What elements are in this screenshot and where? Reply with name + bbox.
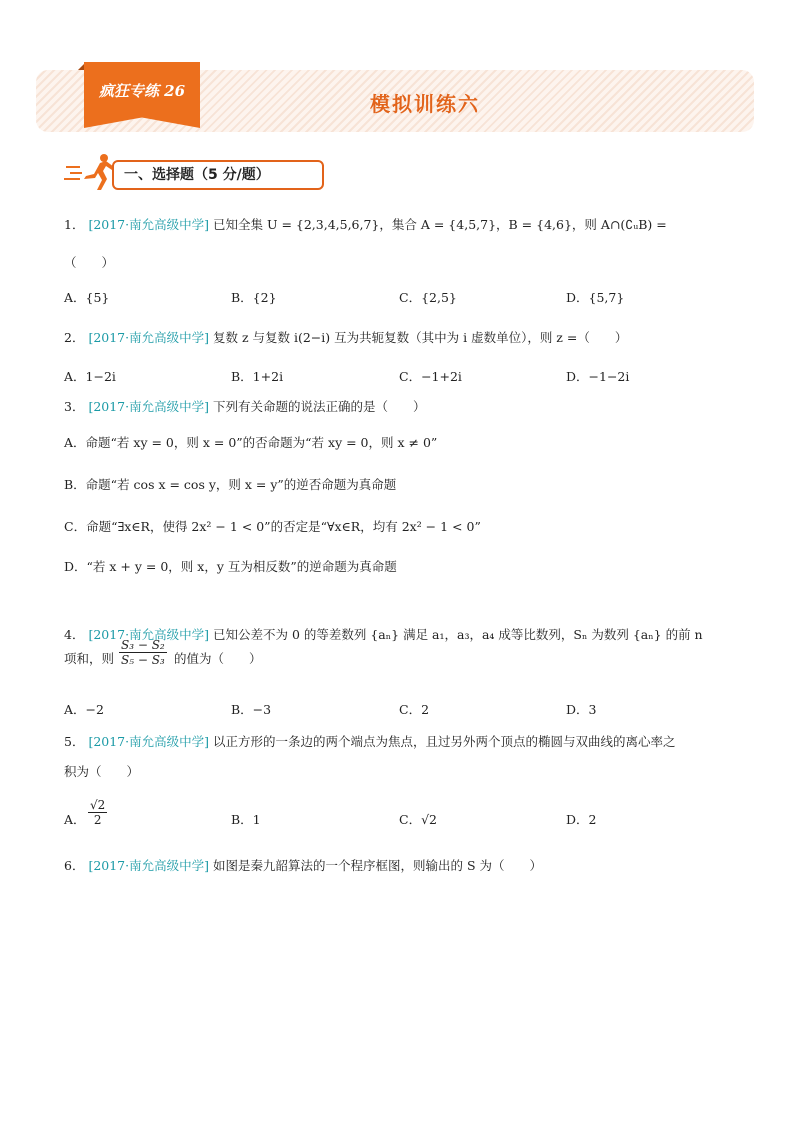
question-text-prefix: 项和，则 bbox=[64, 651, 115, 666]
option-b[interactable]: B．1+2i bbox=[231, 369, 284, 384]
question-text: 如图是秦九韶算法的一个程序框图，则输出的 S 为（ ） bbox=[212, 858, 542, 873]
question-number: 1． bbox=[64, 217, 85, 232]
question-1 bbox=[64, 216, 667, 234]
question-number: 2． bbox=[64, 330, 85, 345]
question-source: [2017·南允高级中学] bbox=[88, 627, 209, 642]
option-a[interactable]: A．−2 bbox=[64, 702, 104, 717]
option-d[interactable]: D．−1−2i bbox=[566, 369, 630, 384]
fraction-numerator: S₃ − S₂ bbox=[121, 638, 165, 652]
question-source: [2017·南允高级中学] bbox=[88, 217, 209, 232]
question-text: 复数 z 与复数 i(2−i) 互为共轭复数（其中为 i 虚数单位），则 z =（ ） bbox=[212, 330, 628, 345]
option-a-label[interactable]: A． bbox=[64, 812, 86, 827]
question-source: [2017·南允高级中学] bbox=[88, 858, 209, 873]
option-c[interactable]: C．−1+2i bbox=[399, 369, 462, 384]
question-2 bbox=[64, 329, 627, 347]
fraction-numerator: √2 bbox=[90, 798, 106, 812]
option-d[interactable]: D．“若 x + y = 0，则 x，y 互为相反数”的逆命题为真命题 bbox=[64, 559, 397, 574]
question-text: 已知公差不为 0 的等差数列 {aₙ} 满足 a₁，a₃，a₄ 成等比数列，Sₙ 为数列 {aₙ} 的前 n bbox=[212, 627, 703, 642]
question-source: [2017·南允高级中学] bbox=[88, 330, 209, 345]
fraction-denominator: 2 bbox=[93, 813, 102, 827]
question-6 bbox=[64, 857, 542, 875]
ribbon-label: 疯狂专练 26 bbox=[98, 82, 186, 100]
question-3 bbox=[64, 398, 425, 416]
option-d[interactable]: D．3 bbox=[566, 702, 597, 717]
fraction-denominator: S₅ − S₃ bbox=[121, 653, 165, 667]
option-a[interactable]: A．{5} bbox=[64, 290, 110, 305]
option-d[interactable]: D．{5,7} bbox=[566, 290, 625, 305]
option-a-fraction[interactable] bbox=[88, 798, 107, 827]
option-c[interactable]: C．命题“∃x∈R，使得 2x² − 1 < 0”的否定是“∀x∈R，均有 2x² − 1 < 0” bbox=[64, 519, 481, 534]
question-text-suffix: 的值为（ ） bbox=[173, 651, 262, 666]
question-number: 5． bbox=[64, 734, 85, 749]
page-title: 模拟训练六 bbox=[370, 92, 480, 116]
option-b[interactable]: B．1 bbox=[231, 812, 261, 827]
question-number: 3． bbox=[64, 399, 85, 414]
question-text: 已知全集 U = {2,3,4,5,6,7}，集合 A = {4,5,7}，B = {4,6}，则 A∩(∁ᵤB) = bbox=[212, 217, 667, 232]
question-1-tail: （ ） bbox=[64, 255, 115, 270]
question-source: [2017·南允高级中学] bbox=[88, 734, 209, 749]
option-c[interactable]: C．2 bbox=[399, 702, 430, 717]
option-c[interactable]: C．√2 bbox=[399, 812, 437, 827]
question-number: 4． bbox=[64, 627, 85, 642]
option-a[interactable]: A．命题“若 xy = 0，则 x = 0”的否命题为“若 xy = 0，则 x ≠ 0” bbox=[64, 435, 438, 450]
question-5-line2: 积为（ ） bbox=[64, 764, 140, 779]
section-label: 一、选择题（5 分/题） bbox=[124, 167, 270, 183]
option-b[interactable]: B．{2} bbox=[231, 290, 277, 305]
option-d[interactable]: D．2 bbox=[566, 812, 597, 827]
fraction bbox=[119, 638, 167, 667]
question-number: 6． bbox=[64, 858, 85, 873]
option-a[interactable]: A．1−2i bbox=[64, 369, 116, 384]
option-c[interactable]: C．{2,5} bbox=[399, 290, 457, 305]
question-text: 下列有关命题的说法正确的是（ ） bbox=[212, 399, 426, 414]
question-text: 以正方形的一条边的两个端点为焦点，且过另外两个顶点的椭圆与双曲线的离心率之 bbox=[212, 734, 676, 749]
question-5 bbox=[64, 733, 675, 751]
option-b[interactable]: B．命题“若 cos x = cos y，则 x = y”的逆否命题为真命题 bbox=[64, 477, 397, 492]
option-b[interactable]: B．−3 bbox=[231, 702, 272, 717]
question-source: [2017·南允高级中学] bbox=[88, 399, 209, 414]
